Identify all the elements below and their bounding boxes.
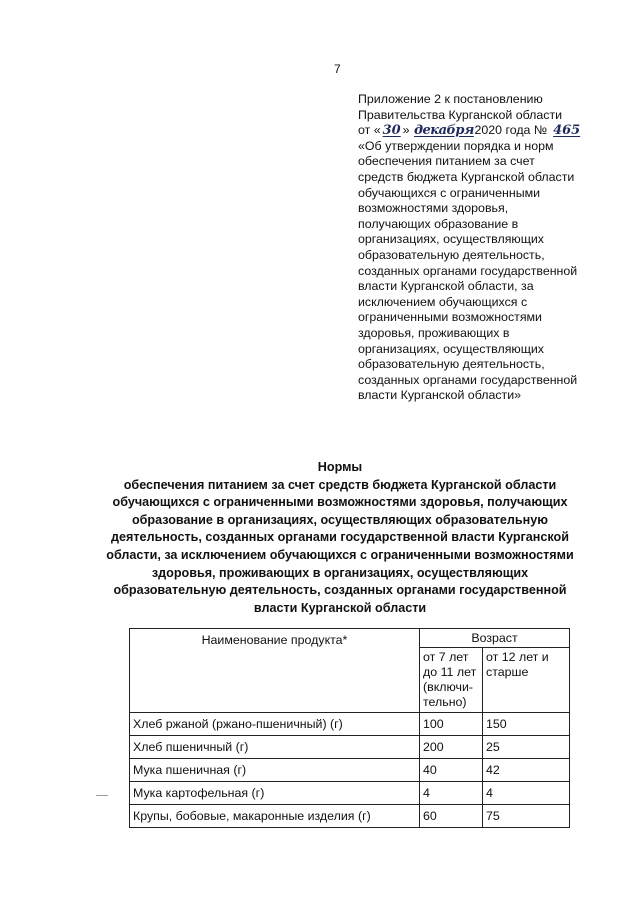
title-line: обеспечения питанием за счет средств бюджета Курганской области — [123, 477, 557, 492]
title-line: обучающихся с ограниченными возможностями здоровья, получающих — [112, 495, 568, 510]
table-row — [130, 782, 570, 805]
title-heading: Нормы — [317, 460, 363, 474]
table-row — [130, 736, 570, 759]
header-age-group-2 — [483, 648, 570, 713]
age-group-1-line: от 7 лет — [423, 650, 469, 664]
date-year: 2020 года № — [474, 123, 548, 138]
handwritten-month: декабря — [414, 123, 474, 139]
document-title — [80, 459, 600, 617]
header-age: Возраст — [420, 629, 570, 648]
date-prefix: от « — [358, 123, 381, 138]
appendix-desc-line: возможностями здоровья, — [358, 201, 509, 216]
date-quote-close: » — [402, 123, 410, 138]
table-header-row — [130, 629, 570, 648]
title-line: деятельность, созданных органами государственной власти Курганской — [111, 530, 569, 545]
handwritten-number: 465 — [553, 123, 581, 139]
product-name: Мука пшеничная (г) — [130, 759, 420, 782]
margin-mark — [96, 795, 108, 796]
handwritten-day: 30 — [382, 123, 401, 139]
table-row — [130, 759, 570, 782]
appendix-line-1: Приложение 2 к постановлению — [358, 92, 543, 106]
appendix-desc-line: здоровья, проживающих в — [358, 325, 510, 340]
title-line: образование в организациях, осуществляющих образовательную — [131, 512, 549, 527]
title-line: образовательную деятельность, созданных органами государственной — [113, 583, 567, 598]
value-age-12-plus: 4 — [483, 782, 570, 805]
value-age-12-plus: 75 — [483, 805, 570, 828]
appendix-description — [358, 139, 608, 404]
value-age-7-11: 60 — [420, 805, 483, 828]
appendix-desc-line: ограниченными возможностями — [358, 310, 542, 325]
age-group-2-line: старше — [486, 665, 529, 679]
product-name: Хлеб ржаной (ржано-пшеничный) (г) — [130, 713, 420, 736]
page-number: 7 — [334, 62, 341, 76]
age-group-1-line: (включи- — [423, 680, 474, 694]
appendix-desc-line: обучающихся с ограниченными — [358, 185, 541, 200]
appendix-block — [358, 92, 608, 404]
appendix-desc-line: организациях, осуществляющих — [358, 341, 545, 356]
value-age-7-11: 200 — [420, 736, 483, 759]
product-name: Крупы, бобовые, макаронные изделия (г) — [130, 805, 420, 828]
appendix-desc-line: образовательную деятельность, — [358, 247, 545, 262]
appendix-desc-line: «Об утверждении порядка и норм — [358, 138, 554, 153]
appendix-desc-line: обеспечения питанием за счет — [358, 154, 535, 169]
age-group-1-line: до 11 лет — [423, 665, 477, 679]
title-line: власти Курганской области — [253, 600, 427, 615]
appendix-line-2: Правительства Курганской области — [358, 107, 563, 122]
title-line: здоровья, проживающих в организациях, осуществляющих — [151, 565, 529, 580]
value-age-7-11: 4 — [420, 782, 483, 805]
table-row — [130, 713, 570, 736]
header-product: Наименование продукта* — [130, 629, 420, 713]
appendix-date-line — [358, 123, 608, 139]
appendix-desc-line: исключением обучающихся с — [358, 294, 528, 309]
value-age-12-plus: 42 — [483, 759, 570, 782]
product-name: Хлеб пшеничный (г) — [130, 736, 420, 759]
appendix-desc-line: образовательную деятельность, — [358, 357, 545, 372]
appendix-desc-line: средств бюджета Курганской области — [358, 169, 575, 184]
norms-table — [129, 628, 570, 828]
appendix-desc-line: созданных органами государственной — [358, 263, 578, 278]
appendix-desc-line: получающих образование в — [358, 216, 519, 231]
value-age-12-plus: 150 — [483, 713, 570, 736]
appendix-desc-line: организациях, осуществляющих — [358, 232, 545, 247]
age-group-1-line: тельно) — [423, 695, 467, 709]
value-age-7-11: 40 — [420, 759, 483, 782]
table-row — [130, 805, 570, 828]
header-age-group-1 — [420, 648, 483, 713]
age-group-2-line: от 12 лет и — [486, 650, 549, 664]
product-name: Мука картофельная (г) — [130, 782, 420, 805]
appendix-desc-line: власти Курганской области» — [358, 388, 522, 403]
title-line: области, за исключением обучающихся с ограниченными возможностями — [106, 547, 574, 562]
appendix-desc-line: власти Курганской области, за — [358, 279, 534, 294]
value-age-12-plus: 25 — [483, 736, 570, 759]
appendix-desc-line: созданных органами государственной — [358, 372, 578, 387]
value-age-7-11: 100 — [420, 713, 483, 736]
